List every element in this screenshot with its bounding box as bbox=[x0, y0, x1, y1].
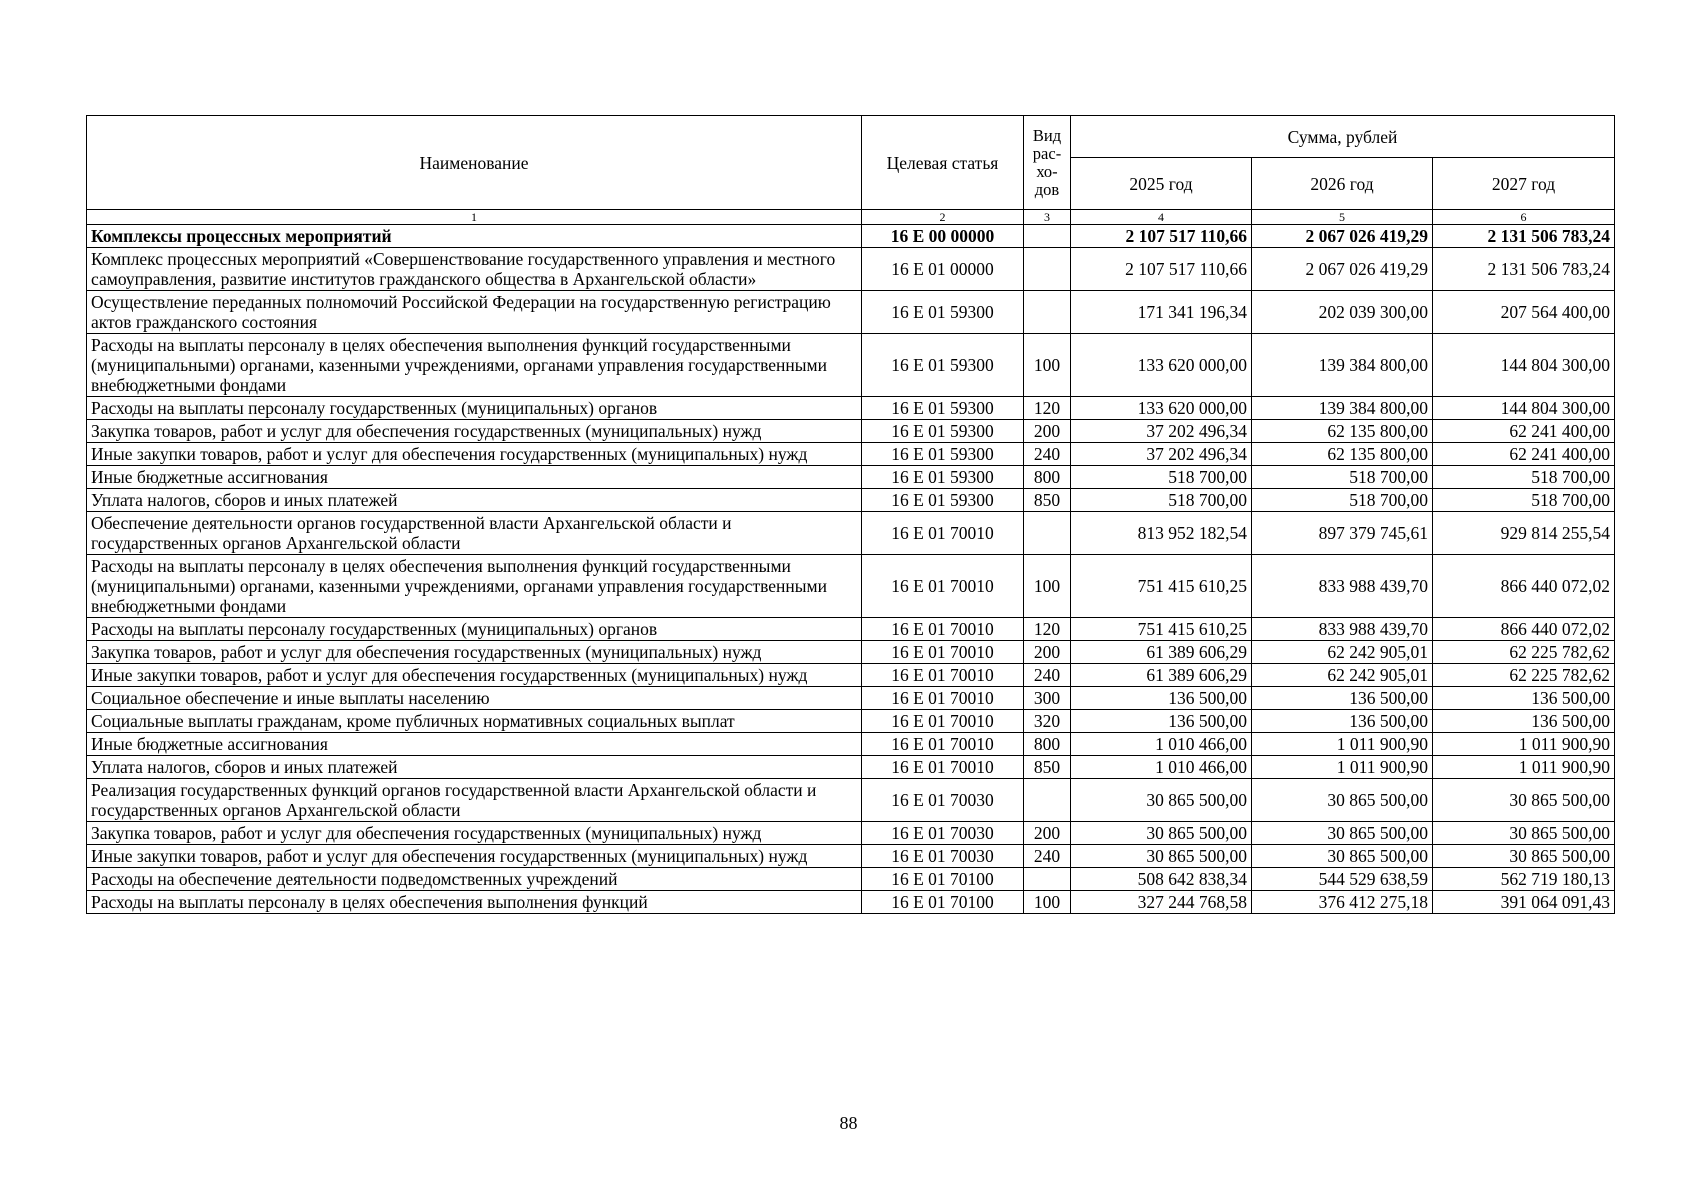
row-sum-2026: 202 039 300,00 bbox=[1252, 291, 1433, 334]
table-row bbox=[87, 641, 1615, 664]
row-expense-type bbox=[1024, 868, 1071, 891]
column-number: 3 bbox=[1024, 210, 1071, 225]
row-sum-2025: 37 202 496,34 bbox=[1071, 420, 1252, 443]
row-sum-2026: 376 412 275,18 bbox=[1252, 891, 1433, 914]
header-year-2025: 2025 год bbox=[1071, 158, 1252, 210]
row-expense-type: 850 bbox=[1024, 756, 1071, 779]
row-sum-2025: 30 865 500,00 bbox=[1071, 779, 1252, 822]
row-target-code: 16 Е 01 70010 bbox=[862, 641, 1024, 664]
row-target-code: 16 Е 01 70010 bbox=[862, 687, 1024, 710]
row-name: Комплексы процессных мероприятий bbox=[87, 225, 862, 248]
header-sum: Сумма, рублей bbox=[1071, 116, 1615, 158]
row-sum-2025: 30 865 500,00 bbox=[1071, 822, 1252, 845]
row-sum-2027: 518 700,00 bbox=[1433, 466, 1615, 489]
table-row bbox=[87, 822, 1615, 845]
row-expense-type bbox=[1024, 779, 1071, 822]
column-number: 4 bbox=[1071, 210, 1252, 225]
row-target-code: 16 Е 01 70010 bbox=[862, 756, 1024, 779]
row-name: Расходы на обеспечение деятельности подведомственных учреждений bbox=[87, 868, 862, 891]
row-sum-2026: 833 988 439,70 bbox=[1252, 618, 1433, 641]
table-row bbox=[87, 512, 1615, 555]
row-name: Расходы на выплаты персоналу в целях обеспечения выполнения функций bbox=[87, 891, 862, 914]
row-sum-2027: 144 804 300,00 bbox=[1433, 397, 1615, 420]
row-name: Расходы на выплаты персоналу государственных (муниципальных) органов bbox=[87, 397, 862, 420]
row-name: Уплата налогов, сборов и иных платежей bbox=[87, 489, 862, 512]
row-sum-2027: 1 011 900,90 bbox=[1433, 733, 1615, 756]
row-expense-type: 300 bbox=[1024, 687, 1071, 710]
row-sum-2026: 897 379 745,61 bbox=[1252, 512, 1433, 555]
column-number: 2 bbox=[862, 210, 1024, 225]
row-sum-2027: 62 241 400,00 bbox=[1433, 443, 1615, 466]
row-target-code: 16 Е 01 59300 bbox=[862, 466, 1024, 489]
row-sum-2026: 62 242 905,01 bbox=[1252, 664, 1433, 687]
row-sum-2026: 136 500,00 bbox=[1252, 687, 1433, 710]
row-sum-2027: 518 700,00 bbox=[1433, 489, 1615, 512]
row-sum-2025: 1 010 466,00 bbox=[1071, 733, 1252, 756]
row-name: Обеспечение деятельности органов государственной власти Архангельской области и государственных органов Архангельской области bbox=[87, 512, 862, 555]
row-expense-type: 240 bbox=[1024, 443, 1071, 466]
table-row bbox=[87, 291, 1615, 334]
row-expense-type: 320 bbox=[1024, 710, 1071, 733]
table-body bbox=[87, 225, 1615, 914]
row-sum-2026: 62 135 800,00 bbox=[1252, 420, 1433, 443]
row-target-code: 16 Е 01 70010 bbox=[862, 664, 1024, 687]
row-name: Закупка товаров, работ и услуг для обеспечения государственных (муниципальных) нужд bbox=[87, 420, 862, 443]
table-row bbox=[87, 756, 1615, 779]
table-row bbox=[87, 687, 1615, 710]
row-name: Расходы на выплаты персоналу государственных (муниципальных) органов bbox=[87, 618, 862, 641]
row-name: Иные бюджетные ассигнования bbox=[87, 466, 862, 489]
row-sum-2026: 1 011 900,90 bbox=[1252, 756, 1433, 779]
table-row bbox=[87, 334, 1615, 397]
row-sum-2025: 61 389 606,29 bbox=[1071, 641, 1252, 664]
row-name: Комплекс процессных мероприятий «Совершенствование государственного управления и местного самоуправления, развитие институтов гражданского общества в Архангельской области» bbox=[87, 248, 862, 291]
row-expense-type: 200 bbox=[1024, 420, 1071, 443]
row-sum-2025: 61 389 606,29 bbox=[1071, 664, 1252, 687]
row-target-code: 16 Е 01 70100 bbox=[862, 868, 1024, 891]
row-expense-type bbox=[1024, 225, 1071, 248]
header-vid: Вид рас-хо-дов bbox=[1024, 116, 1071, 210]
row-sum-2025: 1 010 466,00 bbox=[1071, 756, 1252, 779]
table-row bbox=[87, 845, 1615, 868]
row-sum-2025: 327 244 768,58 bbox=[1071, 891, 1252, 914]
row-sum-2026: 136 500,00 bbox=[1252, 710, 1433, 733]
table-row bbox=[87, 868, 1615, 891]
row-sum-2026: 30 865 500,00 bbox=[1252, 779, 1433, 822]
column-number: 6 bbox=[1433, 210, 1615, 225]
row-sum-2025: 2 107 517 110,66 bbox=[1071, 248, 1252, 291]
table-row bbox=[87, 664, 1615, 687]
row-target-code: 16 Е 01 00000 bbox=[862, 248, 1024, 291]
row-expense-type: 100 bbox=[1024, 891, 1071, 914]
row-sum-2025: 508 642 838,34 bbox=[1071, 868, 1252, 891]
row-sum-2027: 136 500,00 bbox=[1433, 710, 1615, 733]
row-name: Социальное обеспечение и иные выплаты населению bbox=[87, 687, 862, 710]
row-sum-2026: 139 384 800,00 bbox=[1252, 397, 1433, 420]
row-expense-type bbox=[1024, 291, 1071, 334]
row-sum-2025: 171 341 196,34 bbox=[1071, 291, 1252, 334]
row-name: Расходы на выплаты персоналу в целях обеспечения выполнения функций государственными (муниципальными) органами, казенными учреждениями, органами управления государственными внебюджетными фондами bbox=[87, 555, 862, 618]
row-sum-2025: 30 865 500,00 bbox=[1071, 845, 1252, 868]
row-sum-2026: 2 067 026 419,29 bbox=[1252, 225, 1433, 248]
row-sum-2027: 144 804 300,00 bbox=[1433, 334, 1615, 397]
row-sum-2025: 813 952 182,54 bbox=[1071, 512, 1252, 555]
row-expense-type: 120 bbox=[1024, 397, 1071, 420]
row-expense-type bbox=[1024, 512, 1071, 555]
table-row bbox=[87, 443, 1615, 466]
row-expense-type: 120 bbox=[1024, 618, 1071, 641]
row-sum-2027: 136 500,00 bbox=[1433, 687, 1615, 710]
row-sum-2027: 2 131 506 783,24 bbox=[1433, 248, 1615, 291]
row-target-code: 16 Е 01 70030 bbox=[862, 845, 1024, 868]
row-expense-type: 100 bbox=[1024, 334, 1071, 397]
row-sum-2026: 30 865 500,00 bbox=[1252, 822, 1433, 845]
row-name: Закупка товаров, работ и услуг для обеспечения государственных (муниципальных) нужд bbox=[87, 822, 862, 845]
row-sum-2025: 133 620 000,00 bbox=[1071, 334, 1252, 397]
row-target-code: 16 Е 01 70010 bbox=[862, 733, 1024, 756]
row-name: Иные бюджетные ассигнования bbox=[87, 733, 862, 756]
row-sum-2026: 1 011 900,90 bbox=[1252, 733, 1433, 756]
row-sum-2026: 62 242 905,01 bbox=[1252, 641, 1433, 664]
row-expense-type: 100 bbox=[1024, 555, 1071, 618]
row-sum-2027: 1 011 900,90 bbox=[1433, 756, 1615, 779]
row-sum-2025: 518 700,00 bbox=[1071, 466, 1252, 489]
row-sum-2025: 136 500,00 bbox=[1071, 687, 1252, 710]
table-row bbox=[87, 466, 1615, 489]
header-year-2026: 2026 год bbox=[1252, 158, 1433, 210]
table-row bbox=[87, 225, 1615, 248]
table-row bbox=[87, 489, 1615, 512]
row-name: Иные закупки товаров, работ и услуг для обеспечения государственных (муниципальных) нужд bbox=[87, 443, 862, 466]
row-target-code: 16 Е 01 70030 bbox=[862, 779, 1024, 822]
row-target-code: 16 Е 01 70010 bbox=[862, 555, 1024, 618]
row-sum-2027: 62 241 400,00 bbox=[1433, 420, 1615, 443]
row-expense-type: 800 bbox=[1024, 733, 1071, 756]
row-sum-2026: 139 384 800,00 bbox=[1252, 334, 1433, 397]
row-name: Реализация государственных функций органов государственной власти Архангельской области и государственных органов Архангельской области bbox=[87, 779, 862, 822]
row-expense-type: 800 bbox=[1024, 466, 1071, 489]
row-expense-type: 200 bbox=[1024, 822, 1071, 845]
row-target-code: 16 Е 01 70030 bbox=[862, 822, 1024, 845]
table-row bbox=[87, 710, 1615, 733]
row-name: Расходы на выплаты персоналу в целях обеспечения выполнения функций государственными (муниципальными) органами, казенными учреждениями, органами управления государственными внебюджетными фондами bbox=[87, 334, 862, 397]
header-year-2027: 2027 год bbox=[1433, 158, 1615, 210]
row-sum-2025: 133 620 000,00 bbox=[1071, 397, 1252, 420]
row-sum-2027: 866 440 072,02 bbox=[1433, 618, 1615, 641]
row-sum-2027: 62 225 782,62 bbox=[1433, 664, 1615, 687]
column-number: 5 bbox=[1252, 210, 1433, 225]
row-target-code: 16 Е 01 59300 bbox=[862, 291, 1024, 334]
row-name: Иные закупки товаров, работ и услуг для обеспечения государственных (муниципальных) нужд bbox=[87, 664, 862, 687]
row-target-code: 16 Е 01 70100 bbox=[862, 891, 1024, 914]
row-expense-type bbox=[1024, 248, 1071, 291]
row-sum-2025: 2 107 517 110,66 bbox=[1071, 225, 1252, 248]
row-sum-2026: 518 700,00 bbox=[1252, 489, 1433, 512]
table-row bbox=[87, 618, 1615, 641]
row-sum-2026: 518 700,00 bbox=[1252, 466, 1433, 489]
row-sum-2025: 751 415 610,25 bbox=[1071, 555, 1252, 618]
row-name: Закупка товаров, работ и услуг для обеспечения государственных (муниципальных) нужд bbox=[87, 641, 862, 664]
row-sum-2025: 751 415 610,25 bbox=[1071, 618, 1252, 641]
header-target: Целевая статья bbox=[862, 116, 1024, 210]
row-sum-2025: 136 500,00 bbox=[1071, 710, 1252, 733]
row-sum-2027: 30 865 500,00 bbox=[1433, 845, 1615, 868]
row-sum-2027: 562 719 180,13 bbox=[1433, 868, 1615, 891]
row-expense-type: 240 bbox=[1024, 664, 1071, 687]
row-sum-2025: 37 202 496,34 bbox=[1071, 443, 1252, 466]
row-target-code: 16 Е 01 70010 bbox=[862, 710, 1024, 733]
row-sum-2027: 391 064 091,43 bbox=[1433, 891, 1615, 914]
header-name: Наименование bbox=[87, 116, 862, 210]
row-target-code: 16 Е 01 59300 bbox=[862, 334, 1024, 397]
table-row bbox=[87, 733, 1615, 756]
column-numbers-row bbox=[87, 210, 1615, 225]
row-target-code: 16 Е 01 59300 bbox=[862, 489, 1024, 512]
row-sum-2026: 833 988 439,70 bbox=[1252, 555, 1433, 618]
row-name: Иные закупки товаров, работ и услуг для обеспечения государственных (муниципальных) нужд bbox=[87, 845, 862, 868]
row-name: Уплата налогов, сборов и иных платежей bbox=[87, 756, 862, 779]
row-target-code: 16 Е 01 70010 bbox=[862, 512, 1024, 555]
row-expense-type: 240 bbox=[1024, 845, 1071, 868]
row-name: Социальные выплаты гражданам, кроме публичных нормативных социальных выплат bbox=[87, 710, 862, 733]
table-row bbox=[87, 420, 1615, 443]
page-number: 88 bbox=[839, 1113, 858, 1133]
row-sum-2027: 30 865 500,00 bbox=[1433, 822, 1615, 845]
table-row bbox=[87, 555, 1615, 618]
table-row bbox=[87, 779, 1615, 822]
row-expense-type: 200 bbox=[1024, 641, 1071, 664]
row-target-code: 16 Е 01 59300 bbox=[862, 420, 1024, 443]
row-sum-2026: 2 067 026 419,29 bbox=[1252, 248, 1433, 291]
table-row bbox=[87, 248, 1615, 291]
row-sum-2027: 866 440 072,02 bbox=[1433, 555, 1615, 618]
table-row bbox=[87, 397, 1615, 420]
table-row bbox=[87, 891, 1615, 914]
row-target-code: 16 Е 00 00000 bbox=[862, 225, 1024, 248]
row-expense-type: 850 bbox=[1024, 489, 1071, 512]
row-sum-2025: 518 700,00 bbox=[1071, 489, 1252, 512]
row-sum-2026: 544 529 638,59 bbox=[1252, 868, 1433, 891]
row-target-code: 16 Е 01 70010 bbox=[862, 618, 1024, 641]
row-name: Осуществление переданных полномочий Российской Федерации на государственную регистрацию актов гражданского состояния bbox=[87, 291, 862, 334]
budget-table bbox=[86, 115, 1615, 914]
row-sum-2026: 62 135 800,00 bbox=[1252, 443, 1433, 466]
row-sum-2027: 2 131 506 783,24 bbox=[1433, 225, 1615, 248]
row-sum-2027: 62 225 782,62 bbox=[1433, 641, 1615, 664]
row-sum-2026: 30 865 500,00 bbox=[1252, 845, 1433, 868]
column-number: 1 bbox=[87, 210, 862, 225]
row-sum-2027: 929 814 255,54 bbox=[1433, 512, 1615, 555]
row-sum-2027: 207 564 400,00 bbox=[1433, 291, 1615, 334]
row-target-code: 16 Е 01 59300 bbox=[862, 443, 1024, 466]
row-sum-2027: 30 865 500,00 bbox=[1433, 779, 1615, 822]
row-target-code: 16 Е 01 59300 bbox=[862, 397, 1024, 420]
